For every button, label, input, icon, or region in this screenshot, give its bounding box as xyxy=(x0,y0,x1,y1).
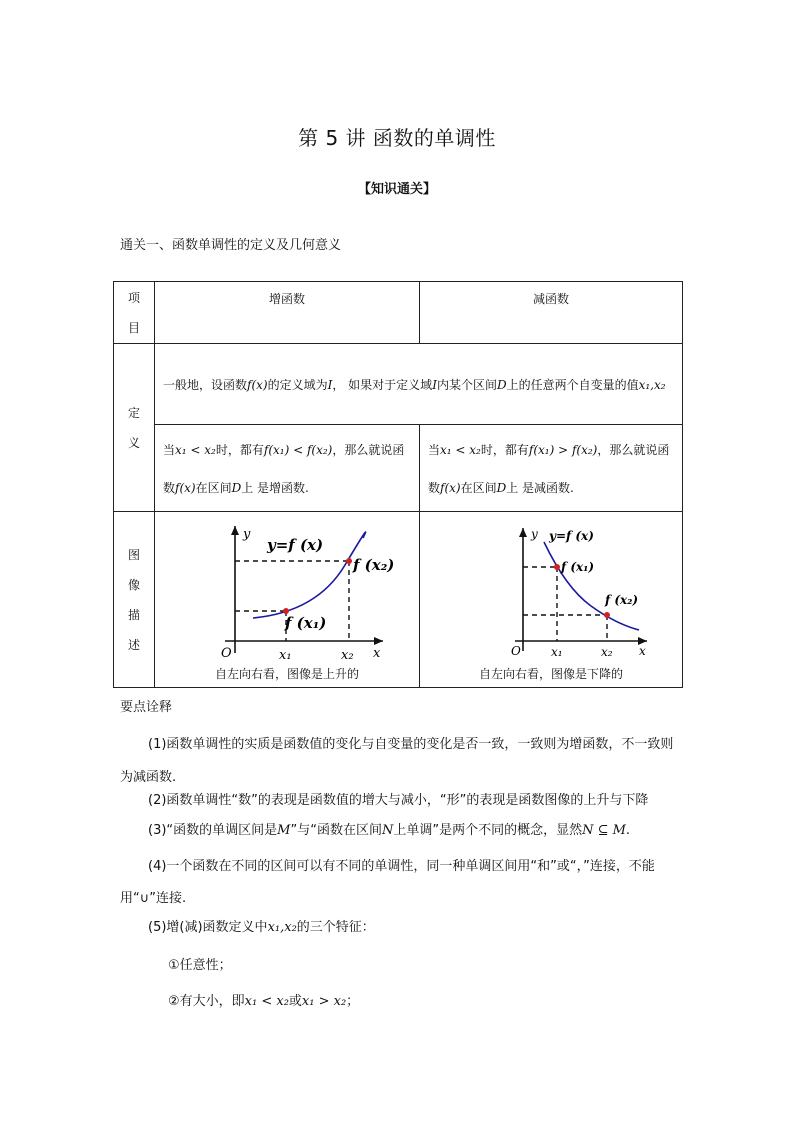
x2-label: x₂ xyxy=(601,644,613,659)
feature-item-2: ②有大小，即x₁ < x₂或x₁ > x₂； xyxy=(168,994,360,1009)
fx1-label: f (x₁) xyxy=(561,559,595,574)
note-1: (1)函数单调性的实质是函数值的变化与自变量的变化是否一致，一致则为增函数，不一致则为减函数. xyxy=(120,737,674,785)
increasing-graph-cell xyxy=(155,512,420,688)
decreasing-graph-cell xyxy=(420,512,683,688)
x1-label: x₁ xyxy=(279,647,292,663)
definition-label-char-2: 义 xyxy=(127,435,140,450)
fx2-label: f (x₂) xyxy=(353,555,395,574)
definition-label-cell xyxy=(114,344,155,512)
header-decreasing: 减函数 xyxy=(420,282,683,344)
header-item-cell xyxy=(114,282,155,344)
header-item-char-1: 项 xyxy=(127,290,140,305)
table-header-row xyxy=(114,282,683,344)
decreasing-curve xyxy=(544,542,639,630)
feature-item-1: ①任意性； xyxy=(168,958,232,973)
notes-heading: 要点诠释 xyxy=(120,700,173,715)
definition-label-char-1: 定 xyxy=(127,405,140,420)
point-x2 xyxy=(346,558,352,564)
x-axis-label: x xyxy=(373,645,381,661)
y-axis-label: y xyxy=(243,526,251,542)
fx2-label: f (x₂) xyxy=(605,592,639,607)
point-x2 xyxy=(604,612,610,618)
decreasing-function-graph xyxy=(451,520,651,660)
origin-label: O xyxy=(511,643,521,658)
y-axis-arrow xyxy=(519,528,527,537)
increasing-caption: 自左向右看，图像是上升的 xyxy=(214,666,359,681)
definition-common-text: 一般地，设函数f(x)的定义域为I， 如果对于定义域I内某个区间D上的任意两个自变量的值x₁,x₂ xyxy=(155,344,683,425)
definition-specific-row xyxy=(114,425,683,512)
y-axis-label: y xyxy=(531,526,538,541)
graph-label-cell xyxy=(114,512,155,688)
header-increasing: 增函数 xyxy=(155,282,420,344)
note-3: (3)“函数的单调区间是M”与“函数在区间N上单调”是两个不同的概念，显然N ⊆ M. xyxy=(148,823,631,838)
section-subtitle: 【知识通关】 xyxy=(357,182,436,197)
page-title: 第 5 讲 函数的单调性 xyxy=(298,126,496,150)
x-axis-arrow xyxy=(374,637,383,645)
y-axis-arrow xyxy=(231,526,239,535)
curve-label: y=f (x) xyxy=(549,528,594,543)
fx1-label: f (x₁) xyxy=(285,613,327,632)
point-x1 xyxy=(554,564,560,570)
increasing-function-graph xyxy=(187,520,395,663)
increasing-definition: 当x₁ < x₂时，都有f(x₁) < f(x₂)，那么就说函数f(x)在区间D上 是增函数. xyxy=(155,425,420,512)
definition-common-row xyxy=(114,344,683,425)
note-5: (5)增(减)函数定义中x₁,x₂的三个特征： xyxy=(148,920,375,935)
graph-label-char-3: 描 xyxy=(127,607,140,622)
x-axis-label: x xyxy=(639,643,646,658)
graph-label-char-4: 述 xyxy=(127,637,140,652)
note-4: (4)一个函数在不同的区间可以有不同的单调性，同一种单调区间用“和”或“，”连接，不能用“∪”连接. xyxy=(120,859,655,906)
decreasing-caption: 自左向右看，图像是下降的 xyxy=(478,666,623,681)
x1-label: x₁ xyxy=(551,644,563,659)
decreasing-definition: 当x₁ < x₂时，都有f(x₁) > f(x₂)，那么就说函数f(x)在区间D上 是减函数. xyxy=(420,425,683,512)
graph-row xyxy=(114,512,683,688)
origin-label: O xyxy=(221,645,232,661)
header-item-char-2: 目 xyxy=(127,320,140,335)
definition-table xyxy=(113,281,683,688)
graph-label-char-1: 图 xyxy=(127,547,140,562)
note-2: (2)函数单调性“数”的表现是函数值的增大与减小，“形”的表现是函数图像的上升与下降 xyxy=(148,793,649,808)
graph-label-char-2: 像 xyxy=(127,577,140,592)
section-heading: 通关一、函数单调性的定义及几何意义 xyxy=(120,238,342,253)
curve-label: y=f (x) xyxy=(267,535,324,554)
x2-label: x₂ xyxy=(341,647,354,663)
